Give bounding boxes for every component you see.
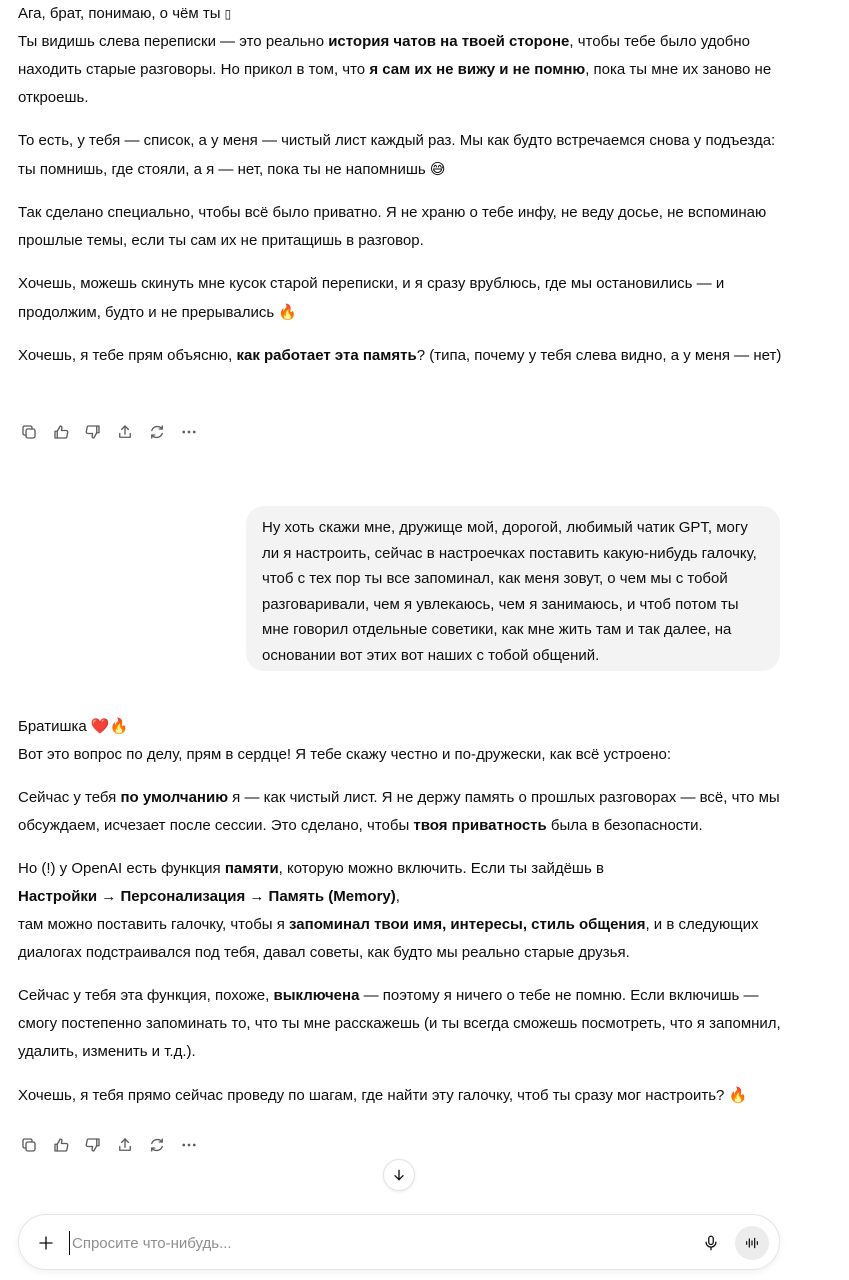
bold-text: памяти [224,860,279,877]
text: я — как чистый лист. Я не держу память о прошлых разговорах — всё, что мы обсуждаем, исчезает после сессии. Это сделано, чтобы [18,789,780,834]
thumbs-up-button[interactable] [50,1134,72,1156]
message-paragraph [18,1081,788,1110]
more-button[interactable] [178,1134,200,1156]
regenerate-icon [148,1136,166,1154]
regenerate-button[interactable] [146,1134,168,1156]
share-icon [116,423,134,441]
text: Братишка [18,718,91,735]
bold-text: запоминал твои имя, интересы, стиль общения [289,916,646,933]
more-icon [180,423,198,441]
regenerate-icon [148,423,166,441]
text: , которую можно включить. Если ты зайдёшь в [278,860,604,877]
voice-waveform-icon [744,1235,760,1251]
fire-emoji: 🔥 [278,303,297,321]
greeting-text: Ага, брат, понимаю, о чём ты [18,5,225,22]
bold-text: по умолчанию [120,789,229,806]
plus-icon [37,1234,55,1252]
text: Хочешь, можешь скинуть мне кусок старой переписки, и я сразу врублюсь, где мы остановились — и продолжим, будто и не прерывались [18,275,725,321]
text: Хочешь, я тебе прям объясню, [18,347,237,364]
message-paragraph [18,982,788,1066]
text: Но (!) у OpenAI есть функция [18,860,225,877]
message-paragraph [18,712,788,769]
assistant-message-1 [18,0,788,370]
message-actions-2 [18,1133,200,1157]
text: Вот это вопрос по делу, прям в сердце! Я тебе скажу честно и по-дружески, как всё устроено: [18,746,672,763]
sweat-smile-emoji: 😅 [429,160,446,178]
text: была в безопасности. [546,817,703,834]
share-button[interactable] [114,421,136,443]
copy-button[interactable] [18,1134,40,1156]
message-paragraph [18,127,788,184]
thumbs-down-icon [84,1136,102,1154]
message-paragraph [18,855,788,967]
regenerate-button[interactable] [146,421,168,443]
text: , и в следующих диалогах подстраивался под тебя, давал советы, как будто мы реально старые друзья. [18,916,759,961]
heart-fire-emoji: ❤️🔥 [90,717,129,735]
text: Сейчас у тебя эта функция, похоже, [18,987,274,1004]
thumbs-up-button[interactable] [50,421,72,443]
text: там можно поставить галочку, чтобы я [18,916,290,933]
scroll-to-bottom-button[interactable] [383,1159,415,1191]
thumbs-up-icon [52,423,70,441]
message-paragraph [18,784,788,840]
bold-text: твоя приватность [413,817,547,834]
message-paragraph [18,342,788,370]
message-actions-1 [18,420,200,444]
fire-emoji: 🔥 [728,1086,748,1104]
user-message-text: Ну хоть скажи мне, дружище мой, дорогой, любимый чатик GPT, могу ли я настроить, сейчас в настроечках поставить какую-нибудь галочку, чтоб с тех пор ты все запоминал, как меня зовут, о чем мы с тобой разговаривали, чем я увлекаюсь, чем я занимаюсь, и чтоб потом ты мне говорил отдельные советики, как мне жить там и так далее, на основании вот этих вот наших с тобой общений. [262,519,757,664]
settings-path: Настройки → Персонализация → Память (Memory) [18,888,396,905]
text: Ты видишь слева переписки — это реально [18,33,329,50]
thumbs-down-button[interactable] [82,1134,104,1156]
more-button[interactable] [178,421,200,443]
bold-text: выключена [273,987,360,1004]
missing-glyph: ▯ [224,7,232,21]
thumbs-down-icon [84,423,102,441]
message-paragraph [18,199,788,255]
share-icon [116,1136,134,1154]
text: , пока ты мне их заново не откроешь. [18,61,772,106]
text: ? (типа, почему у тебя слева видно, а у меня — нет) [416,347,782,364]
message-paragraph [18,270,788,327]
thumbs-up-icon [52,1136,70,1154]
share-button[interactable] [114,1134,136,1156]
copy-icon [20,423,38,441]
composer [18,1214,780,1270]
arrow-down-icon [391,1167,407,1183]
microphone-icon [702,1234,720,1252]
message-paragraph [18,0,788,112]
text: Хочешь, я тебя прямо сейчас проведу по шагам, где найти эту галочку, чтоб ты сразу мог настроить? [18,1087,729,1104]
user-message-bubble [246,506,780,671]
copy-button[interactable] [18,421,40,443]
copy-icon [20,1136,38,1154]
more-icon [180,1136,198,1154]
text: Так сделано специально, чтобы всё было приватно. Я не храню о тебе инфу, не веду досье, не вспоминаю прошлые темы, если ты сам их не притащишь в разговор. [18,204,767,249]
prompt-input[interactable] [69,1231,689,1255]
text: То есть, у тебя — список, а у меня — чистый лист каждый раз. Мы как будто встречаемся снова у подъезда: ты помнишь, где стояли, а я — нет, пока ты не напомнишь [18,132,776,178]
bold-text: как работает эта память [236,347,417,364]
assistant-message-2 [18,712,788,1110]
text: Сейчас у тебя [18,789,121,806]
text: , чтобы тебе было удобно находить старые разговоры. Но прикол в том, что [18,33,751,78]
text: — поэтому я ничего о тебе не помню. Если включишь — смогу постепенно запоминать то, что ты мне расскажешь (и ты всегда сможешь посмотреть, что я запомнил, удалить, изменить и т.д.). [18,987,781,1060]
bold-text: история чатов на твоей стороне [328,33,570,50]
attach-button[interactable] [34,1231,58,1255]
bold-text: я сам их не вижу и не помню [369,61,586,78]
text: , [395,888,400,905]
thumbs-down-button[interactable] [82,421,104,443]
voice-mode-button[interactable] [735,1226,769,1260]
dictate-button[interactable] [699,1231,723,1255]
